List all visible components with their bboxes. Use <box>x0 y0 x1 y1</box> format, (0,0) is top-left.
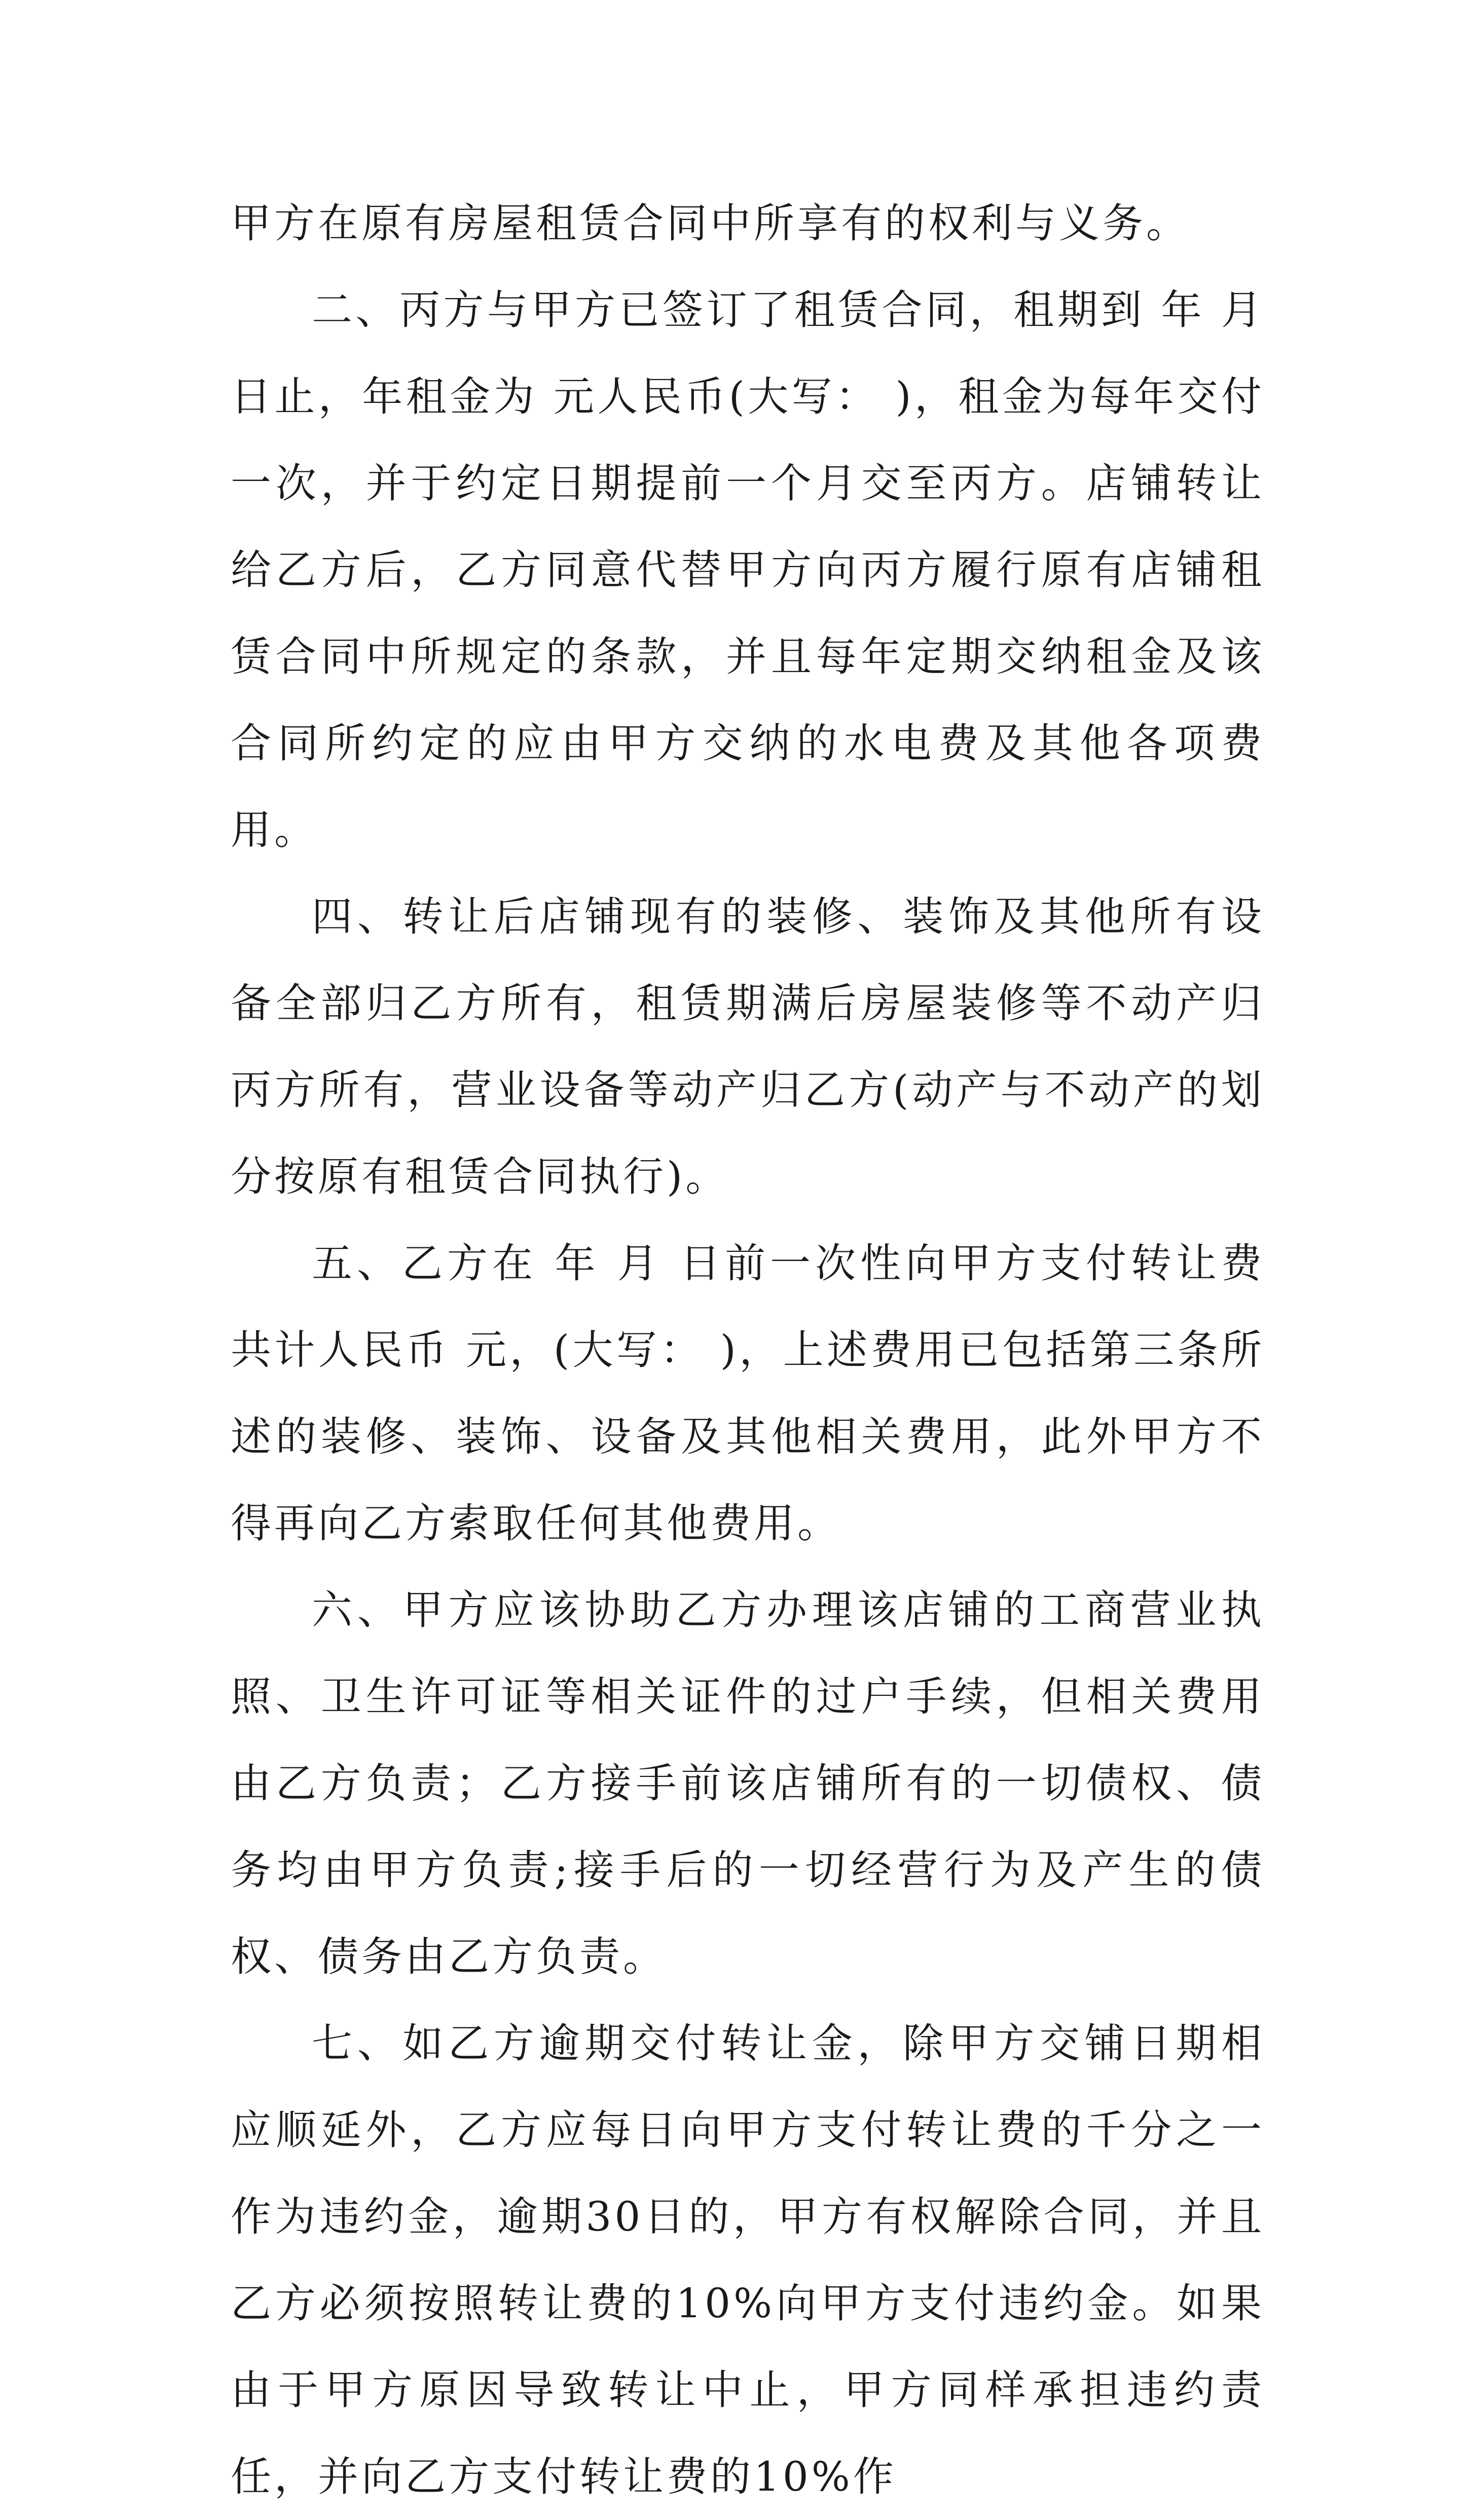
paragraph-clause-2: 二、丙方与甲方已签订了租赁合同，租期到 年 月 日止，年租金为 元人民币(大写： )，租金为每年交付一次，并于约定日期提前一个月交至丙方。店铺转让给乙方后，乙方同意代替甲方向丙方履行原有店铺租赁合同中所规定的条款，并且每年定期交纳租金及该合同所约定的应由甲方交纳的水电费及其他各项费用。 <box>231 286 1265 854</box>
paragraph-clause-5: 五、乙方在 年 月 日前一次性向甲方支付转让费共计人民币 元，(大写： )，上述费用已包括第三条所述的装修、装饰、设备及其他相关费用，此外甲方不得再向乙方索取任何其他费用。 <box>231 1240 1265 1547</box>
document-body <box>231 180 1265 2520</box>
paragraph-clause-6: 六、甲方应该协助乙方办理该店铺的工商营业执照、卫生许可证等相关证件的过户手续，但相关费用由乙方负责；乙方接手前该店铺所有的一切债权、债务均由甲方负责;接手后的一切经营行为及产生的债权、债务由乙方负责。 <box>231 1586 1265 1980</box>
paragraph-continuation: 甲方在原有房屋租赁合同中所享有的权利与义务。 <box>231 200 1190 247</box>
paragraph-clause-7: 七、如乙方逾期交付转让金，除甲方交铺日期相应顺延外，乙方应每日向甲方支付转让费的千分之一作为违约金，逾期30日的，甲方有权解除合同，并且乙方必须按照转让费的10%向甲方支付违约金。如果由于甲方原因导致转让中止，甲方同样承担违约责任，并向乙方支付转让费的10%作 <box>231 2020 1265 2500</box>
paragraph-clause-4: 四、转让后店铺现有的装修、装饰及其他所有设备全部归乙方所有，租赁期满后房屋装修等不动产归丙方所有，营业设备等动产归乙方(动产与不动产的划分按原有租赁合同执行)。 <box>231 893 1265 1200</box>
